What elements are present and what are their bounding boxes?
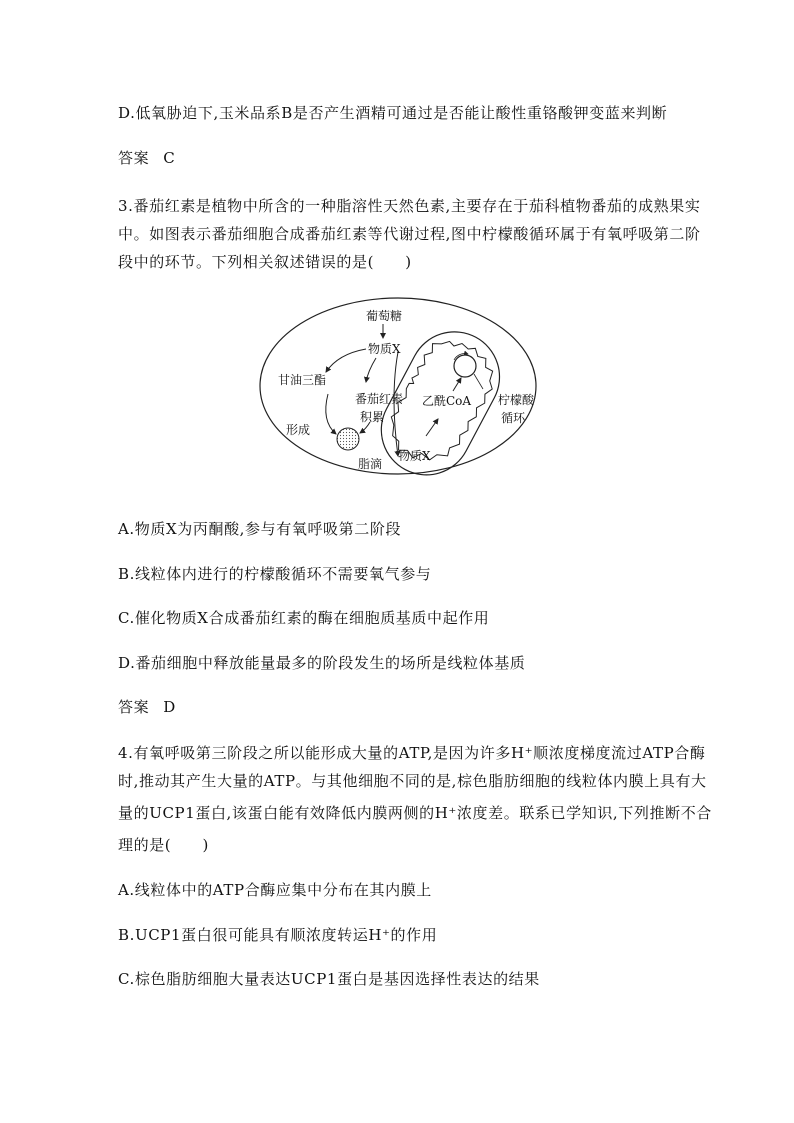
- q4-stem-line-4: 理的是( ): [118, 836, 209, 854]
- q4-stem-line-1: 4.有氧呼吸第三阶段之所以能形成大量的ATP,是因为许多H⁺顺浓度梯度流过ATP合酶: [118, 744, 706, 762]
- q4-option-a: A.线粒体中的ATP合酶应集中分布在其内膜上: [118, 881, 432, 899]
- label-cycle: 循环: [501, 411, 526, 425]
- label-lycopene: 番茄红素: [355, 392, 404, 406]
- answer-value: C: [163, 149, 176, 167]
- answer-label: 答案: [118, 149, 150, 167]
- q4-option-c: C.棕色脂肪细胞大量表达UCP1蛋白是基因选择性表达的结果: [118, 970, 540, 988]
- q3-stem-line-2: 中。如图表示番茄细胞合成番茄红素等代谢过程,图中柠檬酸循环属于有氧呼吸第二阶: [118, 225, 701, 243]
- q2-option-d: D.低氧胁迫下,玉米品系B是否产生酒精可通过是否能让酸性重铬酸钾变蓝来判断: [118, 104, 668, 122]
- label-substance-x-bottom: 物质X: [398, 449, 431, 463]
- q4-stem-line-2: 时,推动其产生大量的ATP。与其他细胞不同的是,棕色脂肪细胞的线粒体内膜上具有大: [118, 772, 707, 790]
- metabolism-diagram: [258, 296, 538, 476]
- lipid-droplet: [337, 428, 359, 450]
- q3-answer: [118, 697, 176, 717]
- label-acetyl-coa: 乙酰CoA: [422, 394, 472, 408]
- q3-option-a: A.物质X为丙酮酸,参与有氧呼吸第二阶段: [118, 520, 402, 538]
- label-citric-acid: 柠檬酸: [498, 393, 535, 407]
- q3-option-b: B.线粒体内进行的柠檬酸循环不需要氧气参与: [118, 565, 432, 583]
- q3-stem-line-1: 3.番茄红素是植物中所含的一种脂溶性天然色素,主要存在于茄科植物番茄的成熟果实: [118, 197, 701, 215]
- citric-acid-cycle-circle: [454, 355, 476, 377]
- label-lipid-droplet: 脂滴: [358, 457, 383, 471]
- label-substance-x-top: 物质X: [368, 342, 401, 356]
- label-triglyceride: 甘油三酯: [278, 373, 327, 387]
- label-glucose: 葡萄糖: [366, 309, 403, 323]
- q3-option-c: C.催化物质X合成番茄红素的酶在细胞质基质中起作用: [118, 609, 490, 627]
- label-accumulate: 积累: [360, 410, 385, 424]
- q3-stem-line-3: 段中的环节。下列相关叙述错误的是( ): [118, 253, 412, 271]
- answer-label: 答案: [118, 698, 150, 716]
- q4-option-b: B.UCP1蛋白很可能具有顺浓度转运H⁺的作用: [118, 926, 438, 944]
- q4-stem-line-3: 量的UCP1蛋白,该蛋白能有效降低内膜两侧的H⁺浓度差。联系已学知识,下列推断不合: [118, 804, 712, 822]
- q3-option-d: D.番茄细胞中释放能量最多的阶段发生的场所是线粒体基质: [118, 654, 526, 672]
- q2-answer: [118, 148, 175, 168]
- answer-value: D: [163, 698, 176, 716]
- label-form: 形成: [286, 423, 311, 437]
